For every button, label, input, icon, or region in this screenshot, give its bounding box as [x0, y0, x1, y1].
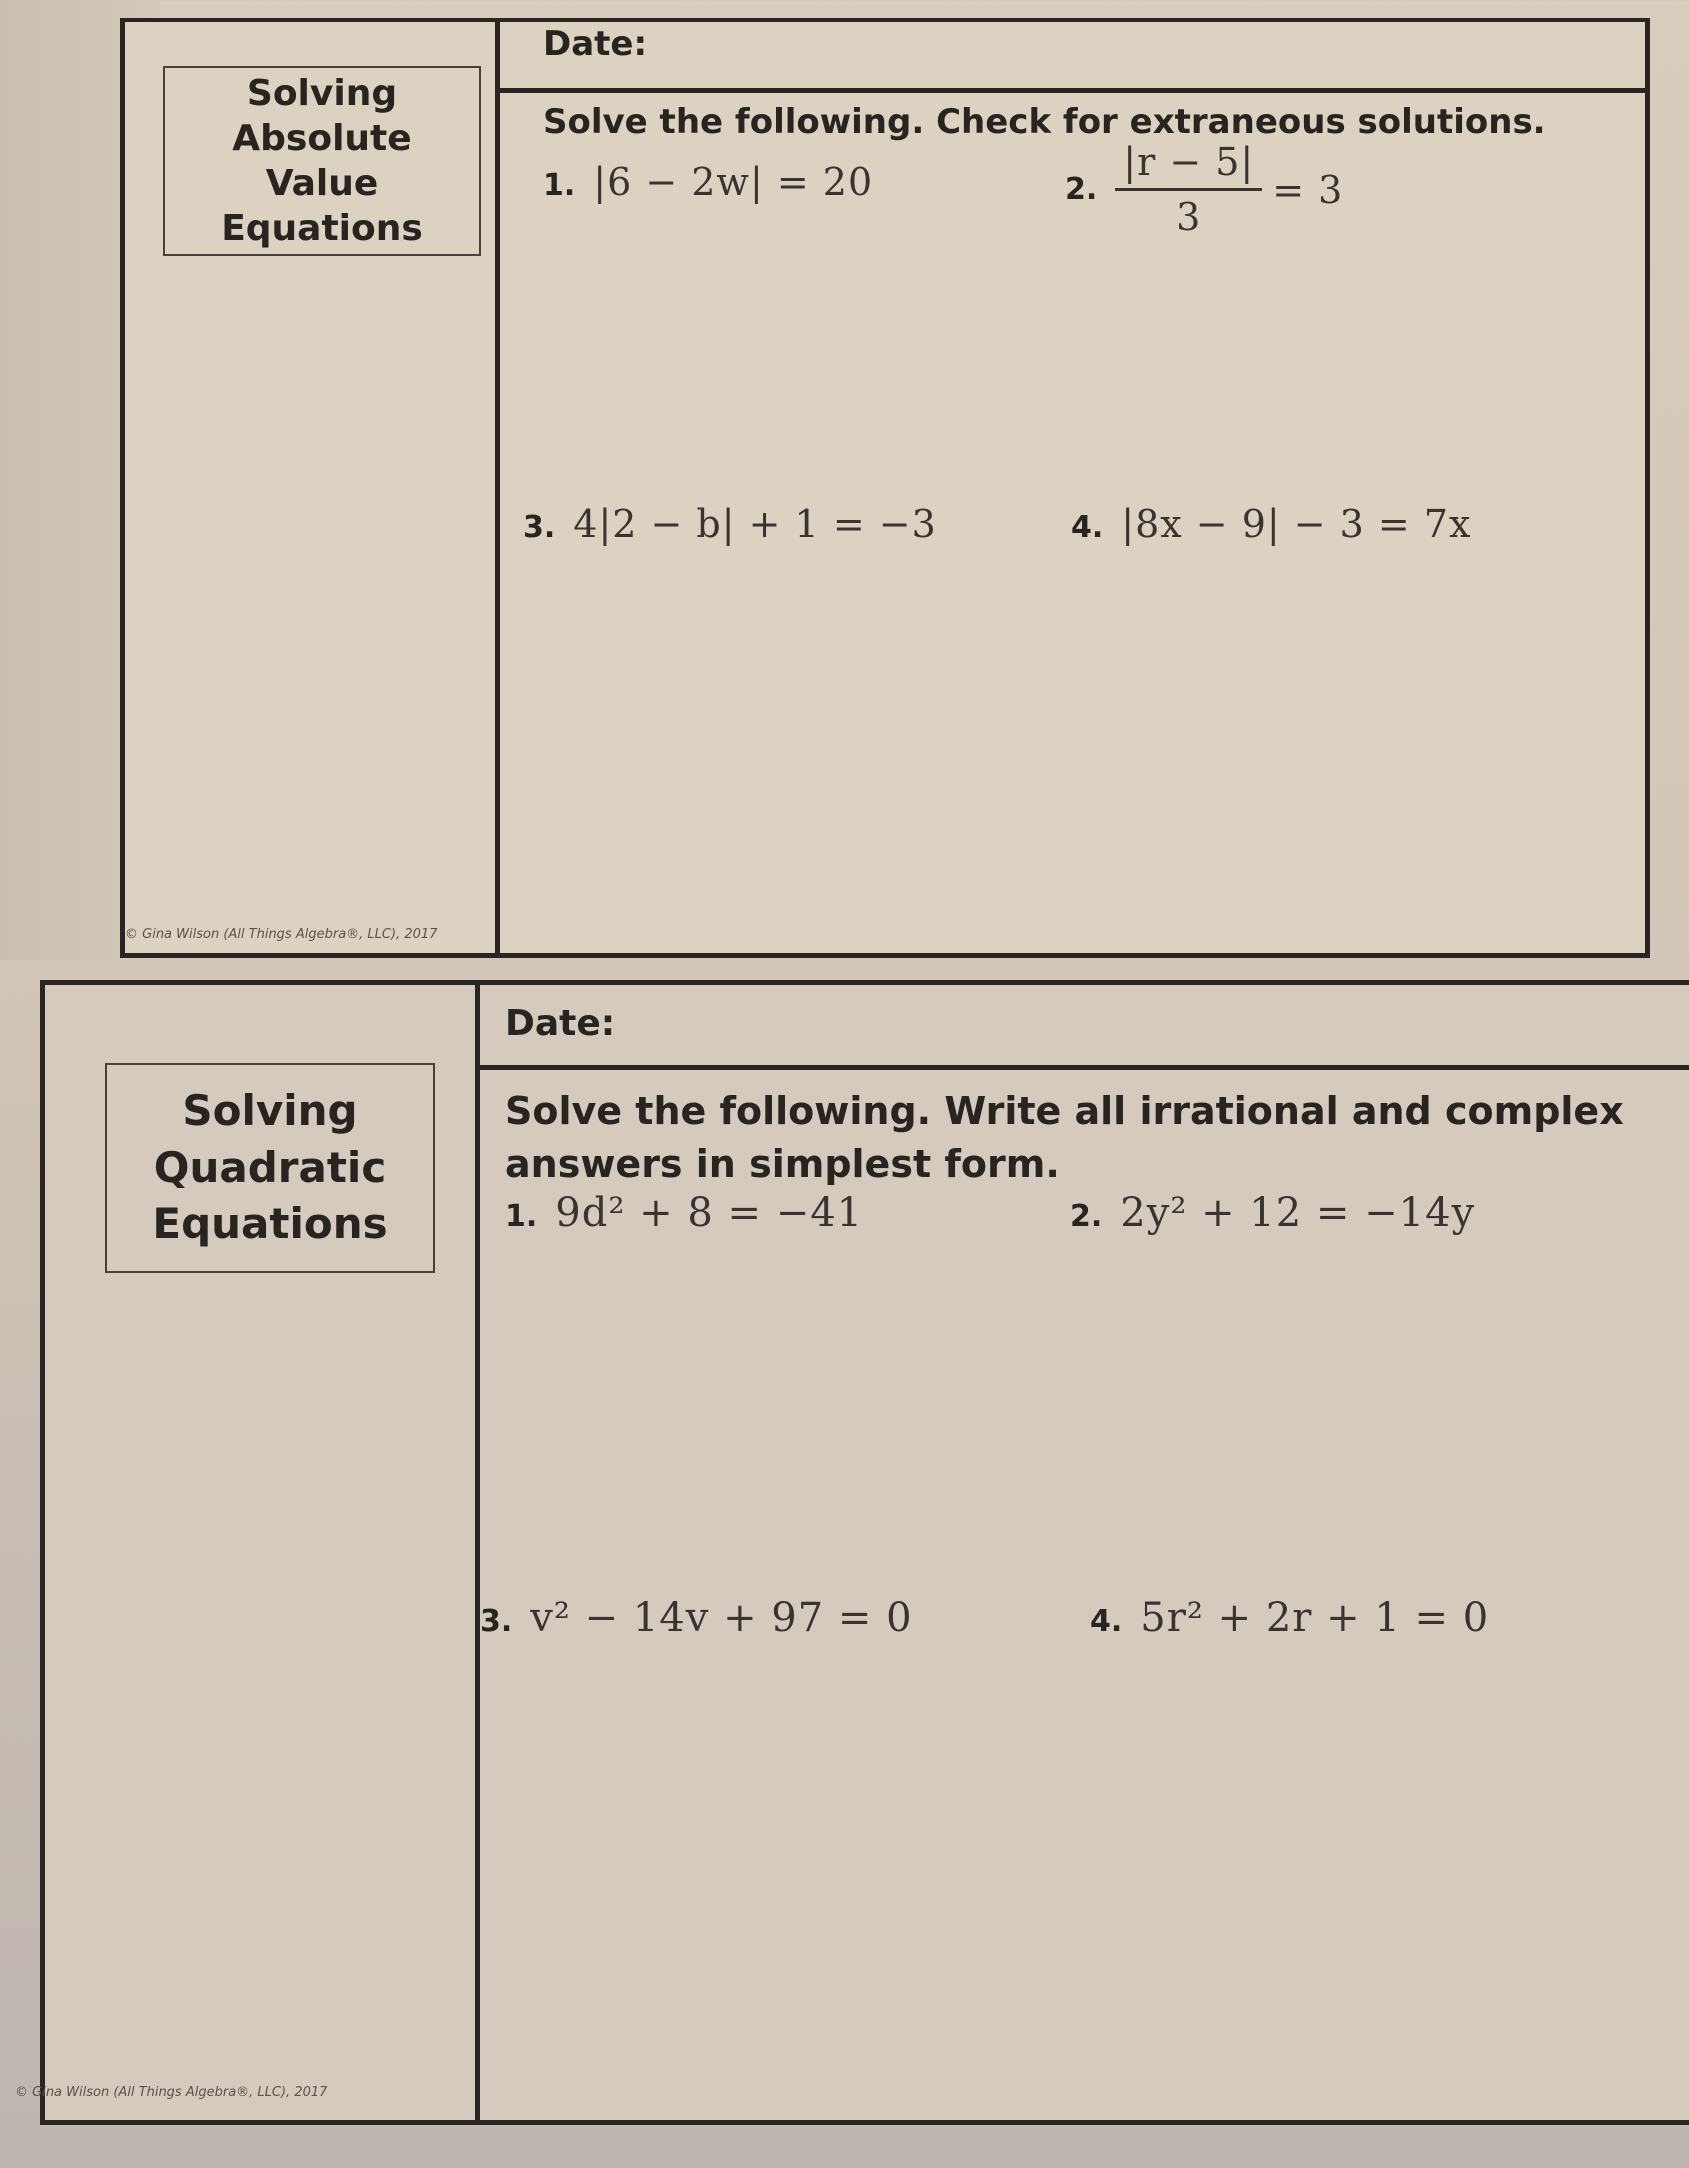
instructions: Solve the following. Check for extraneous solutions. [543, 102, 1546, 142]
topic-title-box [163, 66, 481, 256]
problem-3 [480, 1595, 913, 1641]
worksheet-absolute-value [120, 18, 1650, 958]
problem-2 [1070, 1190, 1475, 1236]
instructions-line: Solve the following. Write all irrational and complex [505, 1089, 1624, 1133]
equation: 2y² + 12 = −14y [1120, 1190, 1476, 1236]
date-label: Date: [505, 1003, 616, 1044]
column-divider [475, 985, 480, 2120]
problem-number: 4. [1071, 510, 1104, 545]
problem-3 [523, 502, 937, 546]
equation-rhs: = 3 [1272, 167, 1344, 212]
topic-title-line: Quadratic [153, 1142, 387, 1192]
problem-4 [1090, 1595, 1489, 1641]
equation: |6 − 2w| = 20 [593, 160, 874, 204]
worksheet-quadratic [15, 980, 1689, 2125]
copyright: © Gina Wilson (All Things Algebra®, LLC), 2017 [15, 2085, 328, 2100]
instructions [505, 1085, 1624, 1191]
problem-number: 1. [505, 1199, 538, 1234]
equation: 9d² + 8 = −41 [555, 1190, 864, 1236]
problem-number: 2. [1065, 172, 1098, 207]
problem-number: 4. [1090, 1604, 1123, 1639]
fraction-numerator: |r − 5| [1115, 140, 1262, 191]
column-divider [495, 22, 500, 953]
topic-title-line: Absolute [232, 118, 412, 159]
problem-number: 3. [523, 510, 556, 545]
equation: 5r² + 2r + 1 = 0 [1140, 1595, 1490, 1641]
topic-title-box [105, 1063, 435, 1273]
problem-2 [1065, 140, 1343, 239]
topic-title-line: Solving [182, 1085, 358, 1135]
date-row-divider [475, 1065, 1689, 1070]
topic-title-line: Equations [152, 1199, 388, 1249]
problem-4 [1071, 502, 1471, 546]
topic-title-line: Solving [246, 73, 398, 114]
problem-number: 1. [543, 168, 576, 203]
problem-number: 2. [1070, 1199, 1103, 1234]
instructions-line: answers in simplest form. [505, 1142, 1060, 1187]
fraction-denominator: 3 [1176, 195, 1202, 239]
equation: 4|2 − b| + 1 = −3 [573, 502, 937, 546]
problem-1 [505, 1190, 863, 1236]
equation: v² − 14v + 97 = 0 [530, 1595, 913, 1641]
fraction [1115, 140, 1262, 239]
topic-title-line: Equations [221, 208, 423, 249]
topic-title-line: Value [265, 163, 379, 204]
equation: |8x − 9| − 3 = 7x [1121, 502, 1472, 546]
problem-number: 3. [480, 1604, 513, 1639]
copyright: © Gina Wilson (All Things Algebra®, LLC), 2017 [125, 927, 438, 942]
date-label: Date: [543, 24, 648, 64]
date-row-divider [495, 88, 1645, 93]
problem-1 [543, 160, 873, 204]
